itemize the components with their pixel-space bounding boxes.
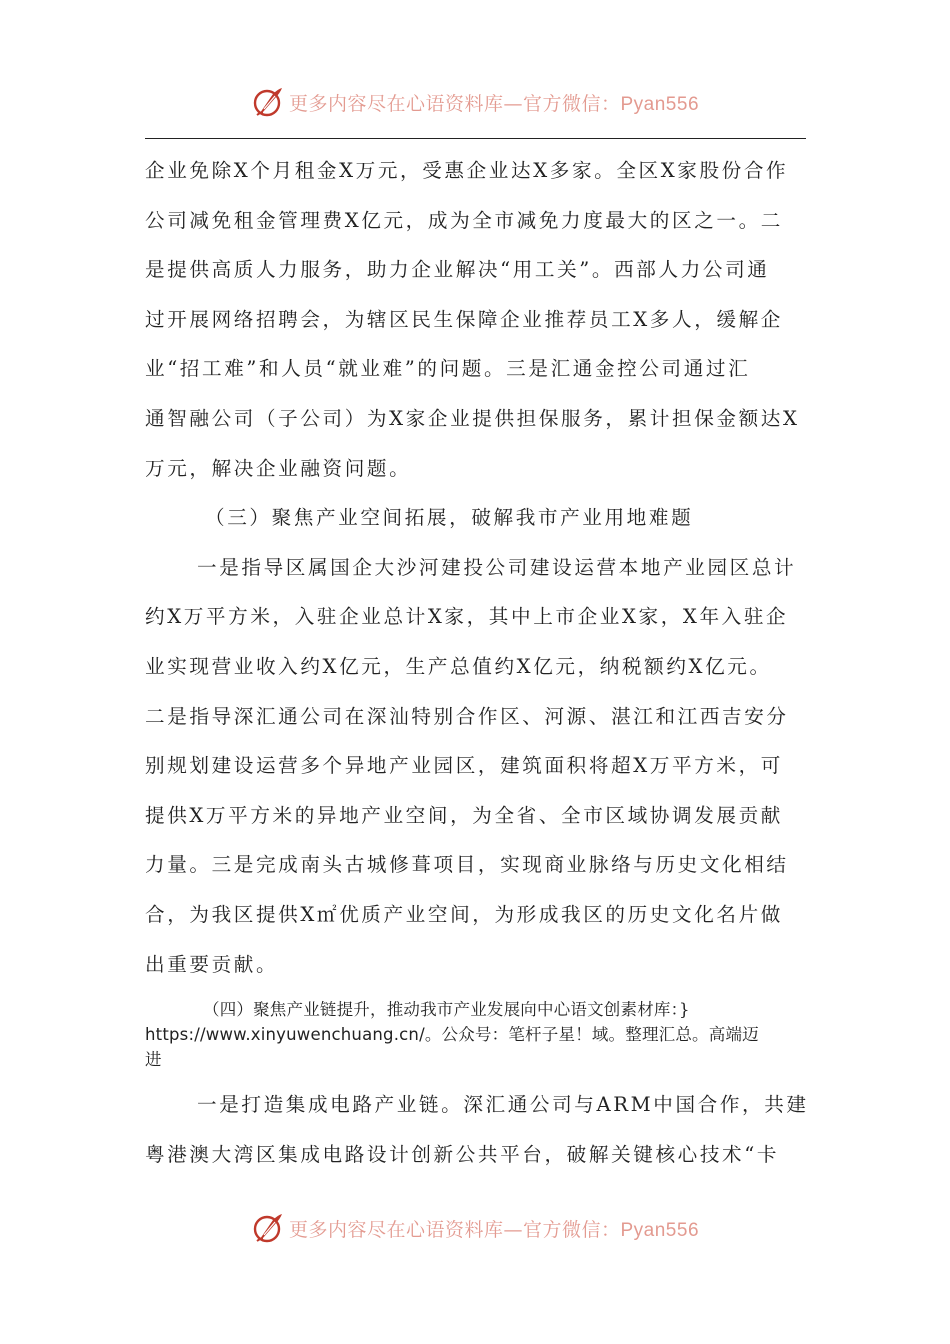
section4-heading-line: 进	[145, 1050, 162, 1070]
section3-line: 二是指导深汇通公司在深汕特别合作区、河源、湛江和江西吉安分	[145, 704, 789, 728]
body-line: 公司减免租金管理费X亿元，成为全市减免力度最大的区之一。二	[145, 208, 783, 232]
footer-wechat-id: Pyan556	[620, 1219, 700, 1241]
body-line: 企业免除X个月租金X万元，受惠企业达X多家。全区X家股份合作	[145, 159, 789, 182]
quill-logo-icon	[251, 85, 285, 119]
section4-heading-line: （四）聚焦产业链提升，推动我市产业发展向中心语文创素材库：}	[203, 1000, 690, 1020]
header-wechat-id: Pyan556	[620, 93, 700, 115]
header-banner-text	[289, 89, 699, 116]
section3-line: 出重要贡献。	[145, 952, 279, 976]
section3-line: 别规划建设运营多个异地产业园区，建筑面积将超X万平方米，可	[145, 754, 783, 778]
body-line: 是提供高质人力服务，助力企业解决“用工关”。西部人力公司通	[145, 258, 770, 282]
footer-banner	[0, 1206, 950, 1250]
section4-heading-line: https://www.xinyuwenchuang.cn/。公众号：笔杆子星！域。整理汇总。高端迈	[145, 1025, 759, 1045]
section4-line: 粤港澳大湾区集成电路设计创新公共平台，破解关键核心技术“卡	[145, 1142, 780, 1166]
body-line: 业“招工难”和人员“就业难”的问题。三是汇通金控公司通过汇	[145, 357, 751, 381]
section3-heading: （三）聚焦产业空间拓展，破解我市产业用地难题	[205, 506, 694, 530]
footer-banner-text	[289, 1215, 699, 1242]
quill-logo-icon	[251, 1211, 285, 1245]
section3-line: 提供X万平方米的异地产业空间，为全省、全市区域协调发展贡献	[145, 803, 783, 827]
footer-banner-cn: 更多内容尽在心语资料库—官方微信：	[288, 1218, 621, 1241]
section3-line: 业实现营业收入约X亿元，生产总值约X亿元，纳税额约X亿元。	[145, 654, 772, 678]
section3-line: 一是指导区属国企大沙河建投公司建设运营本地产业园区总计	[197, 555, 797, 579]
body-line: 过开展网络招聘会，为辖区民生保障企业推荐员工X多人，缓解企	[145, 307, 783, 331]
section3-line: 约X万平方米，入驻企业总计X家，其中上市企业X家，X年入驻企	[145, 605, 789, 629]
header-banner	[0, 80, 950, 124]
section3-line: 力量。三是完成南头古城修葺项目，实现商业脉络与历史文化相结	[145, 853, 789, 877]
section3-line: 合，为我区提供X㎡优质产业空间，为形成我区的历史文化名片做	[145, 902, 783, 926]
body-line: 通智融公司（子公司）为X家企业提供担保服务，累计担保金额达X	[145, 406, 800, 430]
document-body	[145, 146, 807, 1179]
header-banner-cn: 更多内容尽在心语资料库—官方微信：	[288, 92, 621, 115]
section4-line: 一是打造集成电路产业链。深汇通公司与ARM中国合作，共建	[197, 1093, 809, 1117]
section4-heading-block	[145, 997, 807, 1072]
body-line: 万元，解决企业融资问题。	[145, 456, 412, 480]
header-divider	[145, 138, 806, 139]
